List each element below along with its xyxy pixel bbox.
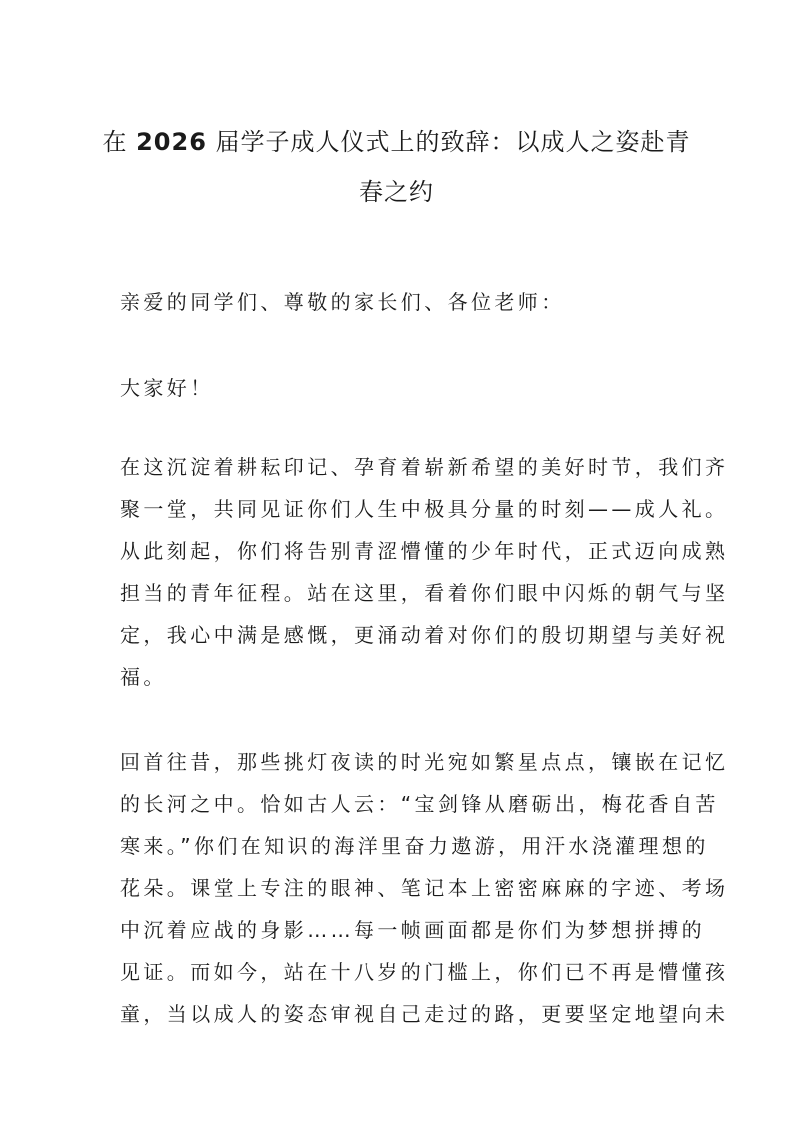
greeting bbox=[120, 367, 673, 409]
paragraph-line: 聚一堂，共同见证你们人生中极具分量的时刻——成人礼。 bbox=[120, 497, 729, 521]
paragraph-1 bbox=[120, 446, 729, 698]
paragraph-line: 中沉着应战的身影……每一帧画面都是你们为梦想拼搏的 bbox=[120, 918, 705, 942]
paragraph-line: 担当的青年征程。站在这里，看着你们眼中闪烁的朝气与坚 bbox=[120, 581, 729, 605]
document-title-line-2: 春之约 bbox=[359, 178, 434, 206]
title-year: 2026 bbox=[136, 128, 207, 156]
paragraph-line: 定，我心中满是感慨，更涌动着对你们的殷切期望与美好祝 bbox=[120, 623, 729, 647]
salutation bbox=[120, 281, 673, 323]
paragraph-line: 寒来。”你们在知识的海洋里奋力遨游，用汗水浇灌理想的 bbox=[120, 834, 709, 858]
paragraph-line: 花朵。课堂上专注的眼神、笔记本上密密麻麻的字迹、考场 bbox=[120, 876, 729, 900]
document-title-line-1 bbox=[100, 122, 693, 157]
paragraph-line: 见证。而如今，站在十八岁的门槛上，你们已不再是懵懂孩 bbox=[120, 960, 729, 984]
paragraph-line: 福。 bbox=[120, 665, 167, 689]
title-rest: 届学子成人仪式上的致辞：以成人之姿赴青 bbox=[215, 128, 691, 156]
paragraph-line: 回首往昔，那些挑灯夜读的时光宛如繁星点点，镶嵌在记忆 bbox=[120, 750, 729, 774]
greeting-text: 大家好！ bbox=[120, 376, 214, 400]
paragraph-line: 在这沉淀着耕耘印记、孕育着崭新希望的美好时节，我们齐 bbox=[120, 455, 729, 479]
paragraph-line: 的长河之中。恰如古人云：“宝剑锋从磨砺出，梅花香自苦 bbox=[120, 792, 719, 816]
paragraph-line: 从此刻起，你们将告别青涩懵懂的少年时代，正式迈向成熟 bbox=[120, 539, 729, 563]
salutation-text: 亲爱的同学们、尊敬的家长们、各位老师： bbox=[120, 290, 565, 314]
title-prefix: 在 bbox=[102, 128, 128, 156]
paragraph-2 bbox=[120, 741, 729, 1035]
paragraph-line: 童，当以成人的姿态审视自己走过的路，更要坚定地望向未 bbox=[120, 1002, 729, 1026]
